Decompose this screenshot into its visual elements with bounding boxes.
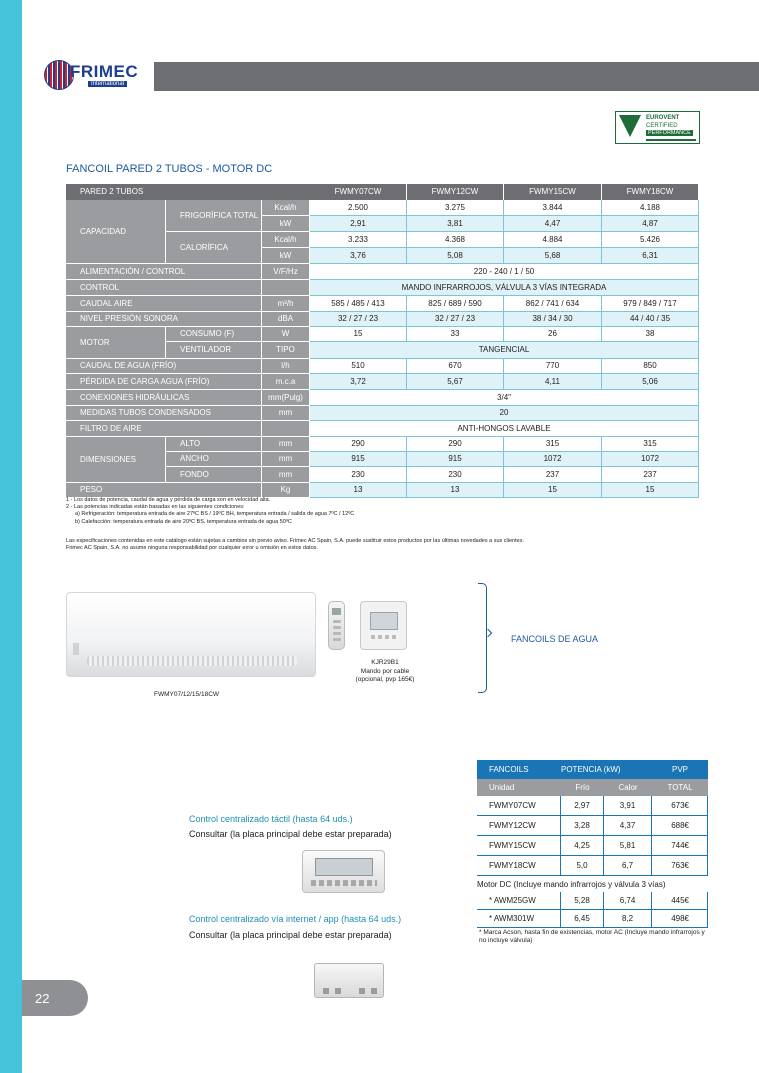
- unit-cell: mm: [262, 406, 310, 421]
- gateway-connector: [359, 988, 365, 994]
- unit-cell: mm: [262, 452, 310, 467]
- row-label-ancho: ANCHO: [166, 452, 262, 467]
- value-cell: 4,87: [602, 216, 699, 232]
- value-cell: 32 / 27 / 23: [407, 312, 504, 327]
- bracket-icon: [478, 583, 487, 693]
- row-label-medidas: MEDIDAS TUBOS CONDENSADOS: [66, 406, 262, 421]
- value-cell: 230: [407, 467, 504, 483]
- value-cell: 6,31: [602, 248, 699, 264]
- price-header-total: TOTAL: [652, 779, 708, 796]
- price-row-frio: 2,97: [561, 796, 604, 816]
- cert-underline: [646, 139, 696, 141]
- kjr-caption: [340, 659, 430, 685]
- value-cell: 5.426: [602, 232, 699, 248]
- internet-control-subtitle: Consultar (la placa principal debe estar preparada): [189, 930, 392, 940]
- value-cell: 32 / 27 / 23: [310, 312, 407, 327]
- price-row-model: FWMY12CW: [477, 816, 561, 836]
- row-label-filtro: FILTRO DE AIRE: [66, 421, 262, 437]
- value-cell: 3/4": [310, 390, 699, 406]
- section-title: FANCOIL PARED 2 TUBOS - MOTOR DC: [66, 163, 273, 175]
- value-cell: 3.844: [504, 200, 602, 216]
- price-row-model: * AWM301W: [477, 910, 561, 928]
- value-cell: 13: [310, 483, 407, 498]
- value-cell: 585 / 485 / 413: [310, 296, 407, 312]
- price-row-pvp: 763€: [652, 856, 708, 876]
- value-cell: 510: [310, 359, 407, 374]
- value-cell: 979 / 849 / 717: [602, 296, 699, 312]
- value-cell: 3.275: [407, 200, 504, 216]
- spec-model-header: FWMY07CW: [310, 184, 407, 200]
- unit-cell: W: [262, 327, 310, 342]
- price-row-frio: 4,25: [561, 836, 604, 856]
- price-header-calor: Calor: [604, 779, 652, 796]
- value-cell: 15: [310, 327, 407, 342]
- value-cell: 3,76: [310, 248, 407, 264]
- price-header-potencia: POTENCIA (kW): [561, 760, 652, 779]
- unit-cell: mm: [262, 437, 310, 452]
- unit-brand-badge: [73, 643, 79, 655]
- row-label-motor: MOTOR: [66, 327, 166, 359]
- row-label-alimentacion: ALIMENTACIÓN / CONTROL: [66, 264, 262, 280]
- brand-sub: International: [88, 81, 127, 87]
- gateway-connector: [323, 988, 329, 994]
- value-cell: ANTI-HONGOS LAVABLE: [310, 421, 699, 437]
- price-row-frio: 5,28: [561, 892, 604, 910]
- value-cell: 825 / 689 / 590: [407, 296, 504, 312]
- price-row-pvp: 673€: [652, 796, 708, 816]
- value-cell: 770: [504, 359, 602, 374]
- value-cell: 38 / 34 / 30: [504, 312, 602, 327]
- value-cell: 44 / 40 / 35: [602, 312, 699, 327]
- price-row-calor: 3,91: [604, 796, 652, 816]
- cert-line-3: PERFORMANCE: [648, 130, 691, 136]
- internet-gateway-image: [314, 963, 384, 998]
- unit-cell: [262, 280, 310, 296]
- unit-cell: kW: [262, 248, 310, 264]
- gateway-connector: [371, 988, 377, 994]
- price-row-pvp: 688€: [652, 816, 708, 836]
- price-row-calor: 5,81: [604, 836, 652, 856]
- value-cell: 26: [504, 327, 602, 342]
- row-label-fondo: FONDO: [166, 467, 262, 483]
- value-cell: 15: [602, 483, 699, 498]
- row-label-calorifica: CALORÍFICA: [166, 232, 262, 264]
- row-label-caudal-agua: CAUDAL DE AGUA (FRÍO): [66, 359, 262, 374]
- controller-key: [378, 635, 382, 639]
- price-row-pvp: 744€: [652, 836, 708, 856]
- row-label-consumo: CONSUMO (F): [166, 327, 262, 342]
- kjr-caption-line: (opcional, pvp 165€): [355, 676, 415, 683]
- value-cell: 850: [602, 359, 699, 374]
- row-label-conexiones: CONEXIONES HIDRÁULICAS: [66, 390, 262, 406]
- value-cell: 915: [407, 452, 504, 467]
- value-cell: 1072: [504, 452, 602, 467]
- cert-line-1: EUROVENT: [646, 115, 680, 121]
- value-cell: 220 - 240 / 1 / 50: [310, 264, 699, 280]
- controller-key: [392, 635, 396, 639]
- controller-screen: [370, 612, 398, 630]
- value-cell: TANGENCIAL: [310, 342, 699, 359]
- spec-header-label: PARED 2 TUBOS: [66, 184, 310, 200]
- unit-cell: kW: [262, 216, 310, 232]
- unit-cell: Kcal/h: [262, 200, 310, 216]
- price-row-frio: 3,28: [561, 816, 604, 836]
- price-header-fancoils: FANCOILS: [477, 760, 561, 779]
- note-1: 1 - Los datos de potencia, caudal de agua y pérdida de carga son en velocidad alta.: [66, 497, 271, 503]
- price-row-pvp: 445€: [652, 892, 708, 910]
- spec-model-header: FWMY12CW: [407, 184, 504, 200]
- row-label-peso: PESO: [66, 483, 262, 498]
- value-cell: 670: [407, 359, 504, 374]
- controller-key: [385, 635, 389, 639]
- price-row-calor: 6,74: [604, 892, 652, 910]
- brand-name: FRIMEC: [70, 62, 139, 81]
- unit-cell: dBA: [262, 312, 310, 327]
- note-2a: a) Refrigeración: temperatura entrada de aire 27ºC BS / 19ºC BH, temperatura entrada / salida de agua 7ºC / 12ºC: [75, 511, 355, 518]
- row-label-dimensiones: DIMENSIONES: [66, 437, 166, 483]
- value-cell: 33: [407, 327, 504, 342]
- price-table: [477, 760, 708, 980]
- row-label-ventilador: VENTILADOR: [166, 342, 262, 359]
- remote-button: [333, 620, 341, 623]
- value-cell: 4,11: [504, 374, 602, 390]
- price-header-pvp: PVP: [652, 760, 708, 779]
- price-motor-note: Motor DC (Incluye mando infrarrojos y válvula 3 vías): [477, 879, 666, 889]
- price-row-model: FWMY18CW: [477, 856, 561, 876]
- unit-cell: m³/h: [262, 296, 310, 312]
- price-row-frio: 6,45: [561, 910, 604, 928]
- price-row-pvp: 498€: [652, 910, 708, 928]
- unit-cell: TIPO: [262, 342, 310, 359]
- price-row-calor: 8,2: [604, 910, 652, 928]
- internet-control-title: Control centralizado vía internet / app (hasta 64 uds.): [189, 914, 402, 924]
- value-cell: 20: [310, 406, 699, 421]
- unit-caption: FWMY07/12/15/18CW: [154, 691, 220, 698]
- value-cell: 3,81: [407, 216, 504, 232]
- value-cell: 2,91: [310, 216, 407, 232]
- row-label-caudal-aire: CAUDAL AIRE: [66, 296, 262, 312]
- value-cell: 5,06: [602, 374, 699, 390]
- price-row-model: * AWM25GW: [477, 892, 561, 910]
- remote-screen: [332, 608, 341, 615]
- controller-keys: [311, 880, 377, 886]
- value-cell: 15: [504, 483, 602, 498]
- value-cell: 3.233: [310, 232, 407, 248]
- touch-control-title: Control centralizado táctil (hasta 64 uds.): [189, 814, 353, 824]
- left-accent-bar: [0, 0, 22, 1073]
- controller-key: [371, 635, 375, 639]
- fancoil-unit-image: [66, 592, 316, 677]
- value-cell: 5,68: [504, 248, 602, 264]
- value-cell: 915: [310, 452, 407, 467]
- value-cell: 315: [504, 437, 602, 452]
- legal-2: Frimec AC Spain, S.A. no asume ninguna responsabilidad por cualquier error u omisión en estos datos.: [66, 545, 318, 552]
- price-row-calor: 4,37: [604, 816, 652, 836]
- price-row-frio: 5,0: [561, 856, 604, 876]
- touch-controller-image: [302, 850, 385, 893]
- value-cell: 1072: [602, 452, 699, 467]
- remote-button: [333, 626, 341, 629]
- page-number: 22: [22, 980, 88, 1016]
- row-label-perdida: PÉRDIDA DE CARGA AGUA (FRÍO): [66, 374, 262, 390]
- remote-button: [333, 638, 341, 641]
- value-cell: 237: [504, 467, 602, 483]
- note-2b: b) Calefacción: temperatura entrada de aire 20ºC BS, temperatura entrada de agua 50ºC: [75, 518, 292, 525]
- price-header-frio: Frío: [561, 779, 604, 796]
- gateway-connector: [335, 988, 341, 994]
- value-cell: 237: [602, 467, 699, 483]
- unit-cell: m.c.a: [262, 374, 310, 390]
- value-cell: 862 / 741 / 634: [504, 296, 602, 312]
- value-cell: 4,47: [504, 216, 602, 232]
- fancoils-label: FANCOILS DE AGUA: [511, 634, 599, 644]
- eurovent-check-icon: [619, 115, 641, 137]
- kjr-caption-line: Mando por cable: [360, 667, 410, 675]
- eurovent-certification-logo: [615, 111, 700, 144]
- row-label-frigorifica: FRIGORÍFICA TOTAL: [166, 200, 262, 232]
- unit-cell: V/F/Hz: [262, 264, 310, 280]
- value-cell: 13: [407, 483, 504, 498]
- value-cell: 5,08: [407, 248, 504, 264]
- unit-cell: l/h: [262, 359, 310, 374]
- price-row-calor: 6,7: [604, 856, 652, 876]
- price-row-model: FWMY15CW: [477, 836, 561, 856]
- spec-model-header: FWMY15CW: [504, 184, 602, 200]
- value-cell: 3,72: [310, 374, 407, 390]
- price-row-model: FWMY07CW: [477, 796, 561, 816]
- ir-remote-image: [328, 601, 345, 650]
- row-label-alto: ALTO: [166, 437, 262, 452]
- legal-1: Las especificaciones contenidas en este catálogo están sujetas a cambios sin previo aviso. Frimec AC Spain, S.A. puede sustituir estos productos por las últimas novedades a sus clientes.: [66, 538, 524, 544]
- controller-screen: [315, 858, 373, 876]
- value-cell: 290: [407, 437, 504, 452]
- unit-cell: [262, 421, 310, 437]
- value-cell: 4.188: [602, 200, 699, 216]
- legal-text: [66, 538, 706, 552]
- remote-button: [333, 632, 341, 635]
- row-label-ruido: NIVEL PRESIÓN SONORA: [66, 312, 262, 327]
- value-cell: 4.368: [407, 232, 504, 248]
- row-label-capacidad: CAPACIDAD: [66, 200, 166, 264]
- spec-table: [66, 184, 699, 494]
- unit-cell: Kcal/h: [262, 232, 310, 248]
- unit-grill: [87, 656, 297, 666]
- kjr-caption-line: KJR29B1: [371, 659, 399, 666]
- value-cell: 230: [310, 467, 407, 483]
- unit-cell: mm(Pulg): [262, 390, 310, 406]
- note-2: 2 - Las potencias indicadas están basadas en las siguientes condiciones:: [66, 504, 245, 511]
- value-cell: 315: [602, 437, 699, 452]
- price-footnote: * Marca Acson, hasta fin de existencias, motor AC (Incluye mando infrarrojos y no incluye válvula): [479, 929, 705, 944]
- value-cell: MANDO INFRARROJOS, VÁLVULA 3 VÍAS INTEGRADA: [310, 280, 699, 296]
- value-cell: 38: [602, 327, 699, 342]
- touch-control-subtitle: Consultar (la placa principal debe estar preparada): [189, 829, 392, 839]
- notes: [66, 497, 706, 526]
- value-cell: 4.884: [504, 232, 602, 248]
- value-cell: 5,67: [407, 374, 504, 390]
- unit-cell: mm: [262, 467, 310, 483]
- row-label-control: CONTROL: [66, 280, 262, 296]
- wired-controller-image: [360, 601, 407, 650]
- price-header-unidad: Unidad: [477, 779, 561, 796]
- value-cell: 2.500: [310, 200, 407, 216]
- spec-model-header: FWMY18CW: [602, 184, 699, 200]
- cert-line-2: CERTIFIED: [646, 123, 678, 129]
- value-cell: 290: [310, 437, 407, 452]
- unit-cell: Kg: [262, 483, 310, 498]
